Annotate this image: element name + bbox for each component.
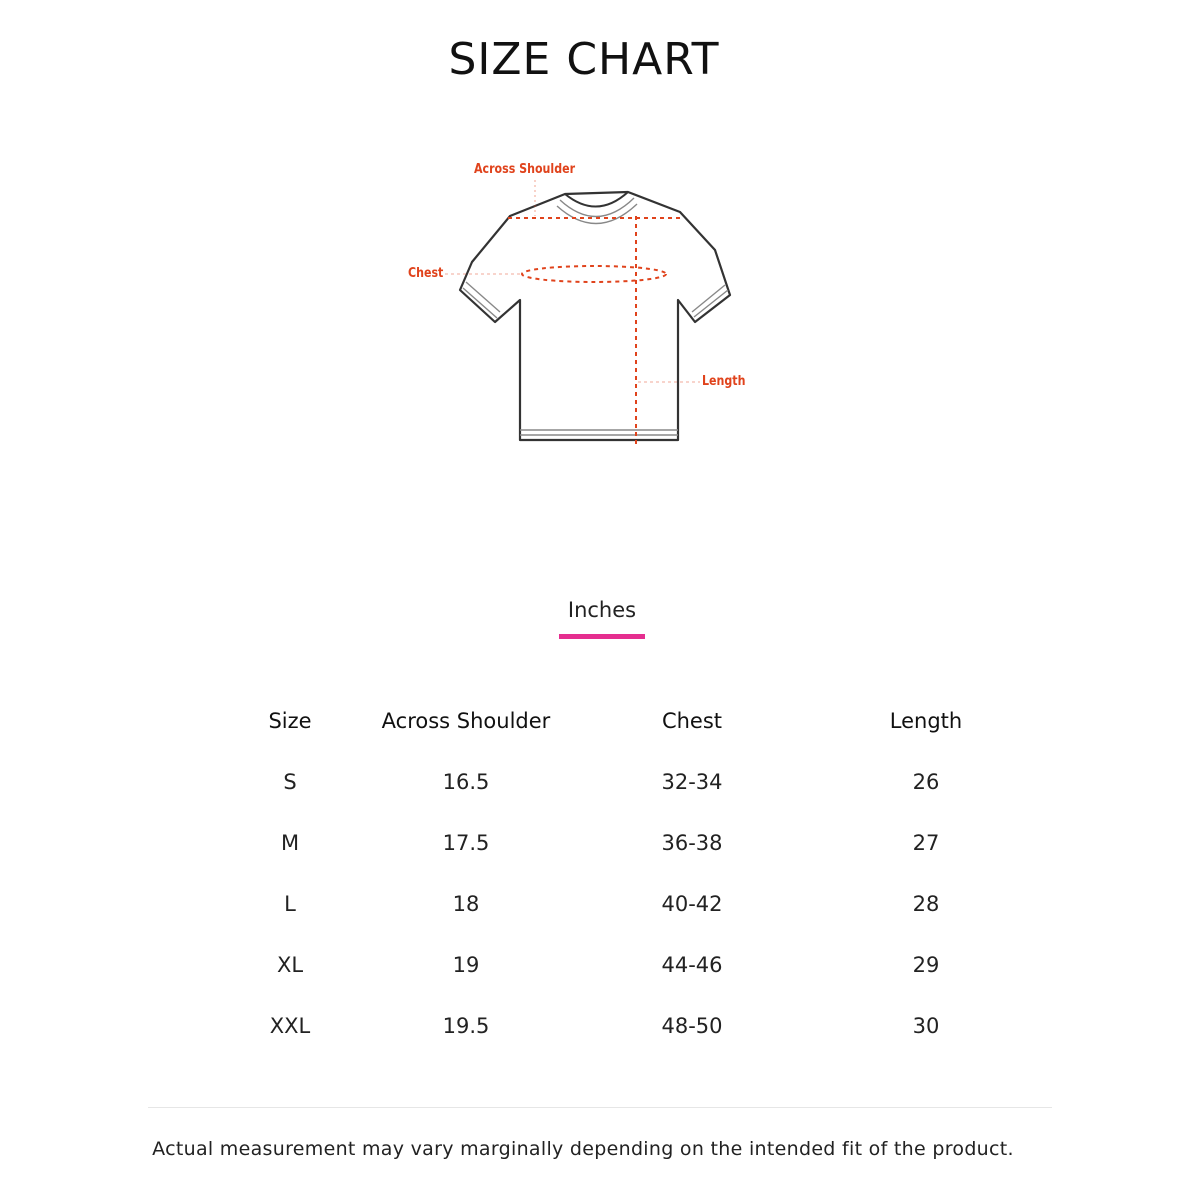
cell-size: S: [283, 769, 297, 794]
cell-length: 26: [912, 769, 940, 794]
cell-shoulder: 19.5: [442, 1013, 490, 1038]
table-row: [200, 751, 1020, 812]
chest-label: Chest: [408, 266, 444, 281]
tshirt-measurement-diagram: [390, 150, 770, 470]
header-chest: Chest: [661, 708, 723, 733]
cell-size: XXL: [269, 1013, 311, 1038]
cell-chest: 48-50: [661, 1013, 723, 1038]
cell-length: 29: [912, 952, 940, 977]
cell-shoulder: 16.5: [442, 769, 490, 794]
cell-chest: 44-46: [661, 952, 723, 977]
cell-size: L: [284, 891, 296, 916]
header-size: Size: [268, 708, 312, 733]
cell-length: 30: [912, 1013, 940, 1038]
length-label: Length: [702, 374, 746, 389]
fit-disclaimer: Actual measurement may vary marginally depending on the intended fit of the product.: [152, 1138, 1014, 1160]
size-table: [200, 690, 1020, 1056]
tshirt-outline-icon: [390, 150, 770, 470]
tab-inches[interactable]: Inches: [567, 598, 637, 622]
cell-chest: 32-34: [661, 769, 723, 794]
table-row: [200, 873, 1020, 934]
cell-size: XL: [276, 952, 304, 977]
cell-shoulder: 17.5: [442, 830, 490, 855]
cell-shoulder: 18: [452, 891, 480, 916]
table-row: [200, 934, 1020, 995]
page-title: SIZE CHART: [448, 34, 720, 85]
cell-chest: 36-38: [661, 830, 723, 855]
cell-chest: 40-42: [661, 891, 723, 916]
table-row: [200, 995, 1020, 1056]
cell-size: M: [280, 830, 300, 855]
table-header-row: [200, 690, 1020, 751]
shoulder-label: Across Shoulder: [474, 162, 576, 177]
divider: [148, 1107, 1052, 1108]
cell-length: 27: [912, 830, 940, 855]
header-length: Length: [889, 708, 963, 733]
cell-shoulder: 19: [452, 952, 480, 977]
active-tab-indicator: [559, 634, 645, 639]
table-row: [200, 812, 1020, 873]
header-across-shoulder: Across Shoulder: [381, 708, 551, 733]
cell-length: 28: [912, 891, 940, 916]
